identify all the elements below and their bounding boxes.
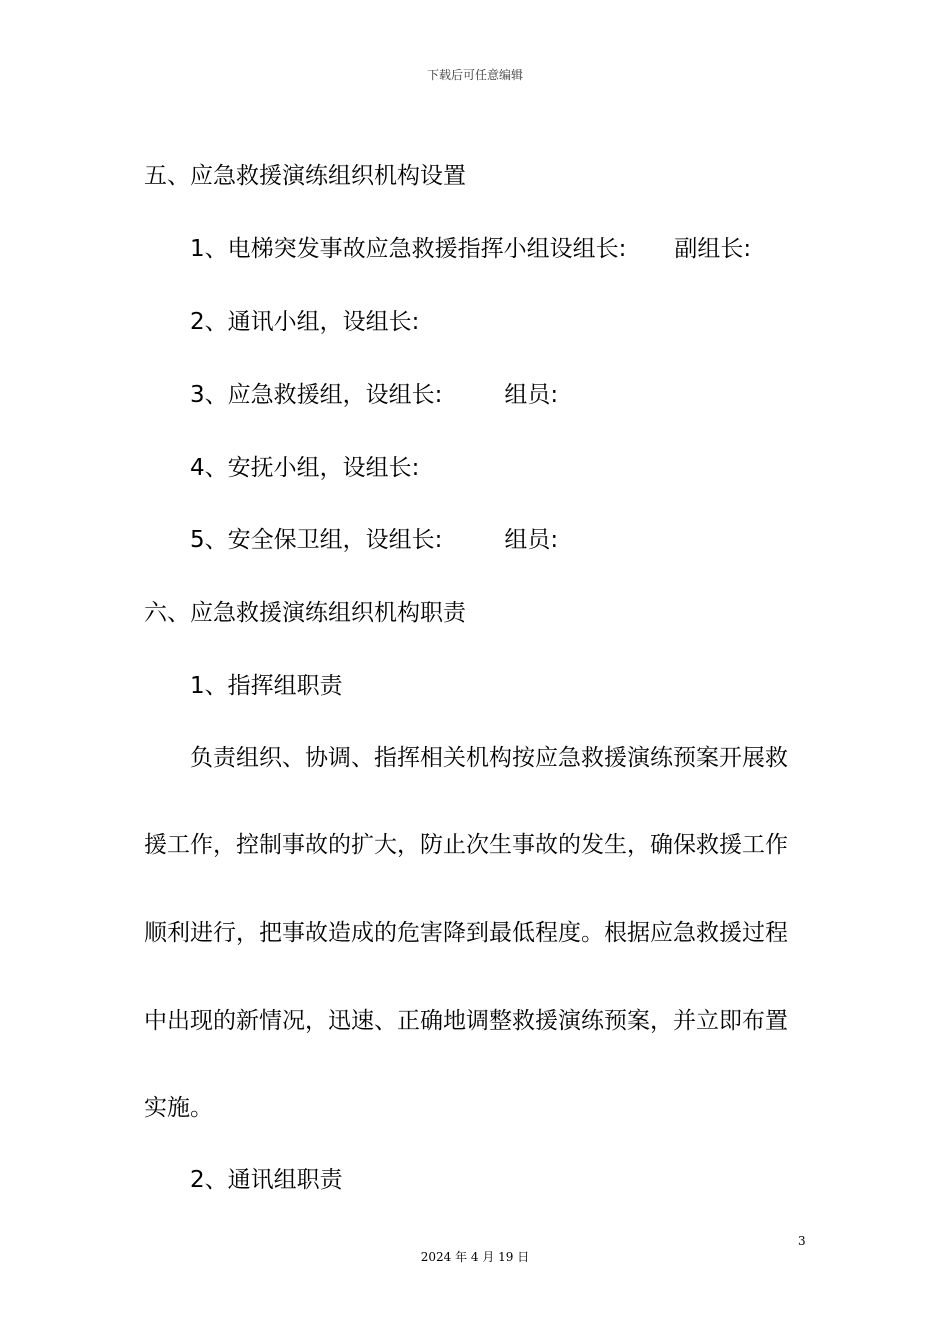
- section-5-item-2: [190, 307, 419, 337]
- item-3-extra: 组员:: [504, 382, 559, 408]
- item-2-label: 2、通讯小组，设组长:: [190, 309, 420, 335]
- item-5-extra: 组员:: [504, 527, 559, 553]
- page-number: 3: [798, 1234, 806, 1248]
- item-3-label: 3、应急救援组，设组长:: [190, 382, 443, 408]
- header-note: 下载后可任意编辑: [426, 68, 523, 82]
- footer-date: 2024 年 4 月 19 日: [420, 1250, 530, 1264]
- item-1-extra: 副组长:: [674, 236, 752, 262]
- section-6-sub-2-title: 2、通讯组职责: [190, 1167, 343, 1193]
- item-1-label: 1、电梯突发事故应急救援指挥小组设组长:: [190, 236, 627, 262]
- paragraph-line-4: 中出现的新情况，迅速、正确地调整救援演练预案，并立即布置: [144, 1008, 788, 1034]
- section-6-title: 六、应急救援演练组织机构职责: [144, 600, 466, 626]
- section-5-item-1: [190, 234, 751, 264]
- section-5-item-5: [190, 525, 558, 555]
- paragraph-line-5: 实施。: [144, 1095, 213, 1121]
- paragraph-line-1: 负责组织、协调、指挥相关机构按应急救援演练预案开展救: [190, 745, 788, 771]
- section-5-title: 五、应急救援演练组织机构设置: [144, 163, 466, 189]
- section-5-item-4: [190, 453, 419, 483]
- item-4-label: 4、安抚小组，设组长:: [190, 455, 420, 481]
- section-5-item-3: [190, 380, 558, 410]
- section-6-sub-1-title: 1、指挥组职责: [190, 673, 343, 699]
- item-5-label: 5、安全保卫组，设组长:: [190, 527, 443, 553]
- paragraph-line-3: 顺利进行，把事故造成的危害降到最低程度。根据应急救援过程: [144, 920, 788, 946]
- paragraph-line-2: 援工作，控制事故的扩大，防止次生事故的发生，确保救援工作: [144, 832, 788, 858]
